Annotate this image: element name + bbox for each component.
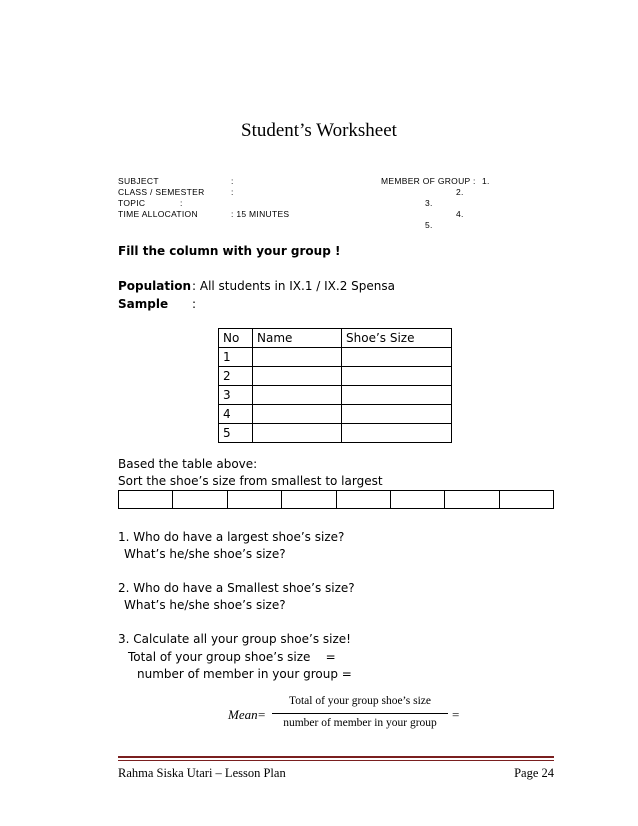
shoe-size-table	[218, 328, 452, 443]
member-5: 5.	[425, 220, 433, 230]
class-colon: :	[231, 187, 234, 197]
table-row	[219, 424, 452, 443]
time-value: : 15 MINUTES	[231, 209, 290, 219]
member-4: 4.	[456, 209, 464, 219]
subject-label: SUBJECT	[118, 176, 159, 186]
members-label: MEMBER OF GROUP :	[381, 176, 476, 186]
header-shoe-size: Shoe’s Size	[342, 329, 452, 348]
sample-label: Sample	[118, 297, 169, 311]
formula-equals-1: =	[258, 707, 266, 722]
sort-row	[119, 491, 554, 509]
sort-cell[interactable]	[445, 491, 499, 509]
table-row	[219, 367, 452, 386]
question-2-sub: What’s he/she shoe’s size?	[124, 598, 286, 612]
population-value: : All students in IX.1 / IX.2 Spensa	[192, 279, 395, 293]
based-text: Based the table above:	[118, 457, 258, 471]
subject-colon: :	[231, 176, 234, 186]
sort-cell[interactable]	[390, 491, 444, 509]
shoe-size-cell[interactable]	[342, 348, 452, 367]
sort-cell[interactable]	[119, 491, 173, 509]
question-3-members: number of member in your group =	[137, 667, 352, 681]
footer-rule	[118, 756, 554, 758]
name-cell[interactable]	[253, 424, 342, 443]
shoe-size-cell[interactable]	[342, 367, 452, 386]
formula-fraction-bar	[272, 713, 448, 714]
footer-author: Rahma Siska Utari – Lesson Plan	[118, 766, 286, 780]
question-2: 2. Who do have a Smallest shoe’s size?	[118, 581, 355, 595]
row-number: 5	[219, 424, 253, 443]
formula-equals-2: =	[452, 707, 460, 722]
sort-cell[interactable]	[282, 491, 336, 509]
sample-value: :	[192, 297, 197, 311]
footer-rule-thin	[118, 760, 554, 761]
question-1: 1. Who do have a largest shoe’s size?	[118, 530, 345, 544]
member-2: 2.	[456, 187, 464, 197]
worksheet-title: Student’s Worksheet	[241, 120, 397, 141]
sort-cell[interactable]	[336, 491, 390, 509]
header-name: Name	[253, 329, 342, 348]
question-3: 3. Calculate all your group shoe’s size!	[118, 632, 351, 646]
sort-cell[interactable]	[499, 491, 553, 509]
header-no: No	[219, 329, 253, 348]
member-1: 1.	[482, 176, 490, 186]
shoe-size-cell[interactable]	[342, 424, 452, 443]
name-cell[interactable]	[253, 348, 342, 367]
shoe-size-cell[interactable]	[342, 386, 452, 405]
question-1-sub: What’s he/she shoe’s size?	[124, 547, 286, 561]
instruction-text: Fill the column with your group !	[118, 244, 341, 258]
topic-label: TOPIC	[118, 198, 146, 208]
shoe-size-cell[interactable]	[342, 405, 452, 424]
table-header-row	[219, 329, 452, 348]
row-number: 4	[219, 405, 253, 424]
sort-row-table	[118, 490, 554, 509]
member-3: 3.	[425, 198, 433, 208]
class-label: CLASS / SEMESTER	[118, 187, 205, 197]
question-3-total: Total of your group shoe’s size =	[128, 650, 336, 664]
row-number: 2	[219, 367, 253, 386]
row-number: 3	[219, 386, 253, 405]
topic-colon: :	[180, 198, 183, 208]
formula-mean-label: Mean	[228, 707, 258, 722]
sort-text: Sort the shoe’s size from smallest to largest	[118, 474, 383, 488]
time-label: TIME ALLOCATION	[118, 209, 198, 219]
name-cell[interactable]	[253, 386, 342, 405]
formula-numerator: Total of your group shoe’s size	[289, 695, 431, 707]
sort-cell[interactable]	[173, 491, 227, 509]
name-cell[interactable]	[253, 405, 342, 424]
footer-page-number: Page 24	[514, 766, 554, 780]
name-cell[interactable]	[253, 367, 342, 386]
row-number: 1	[219, 348, 253, 367]
table-row	[219, 386, 452, 405]
table-row	[219, 348, 452, 367]
population-label: Population	[118, 279, 192, 293]
table-row	[219, 405, 452, 424]
formula-denominator: number of member in your group	[283, 717, 437, 729]
sort-cell[interactable]	[227, 491, 281, 509]
